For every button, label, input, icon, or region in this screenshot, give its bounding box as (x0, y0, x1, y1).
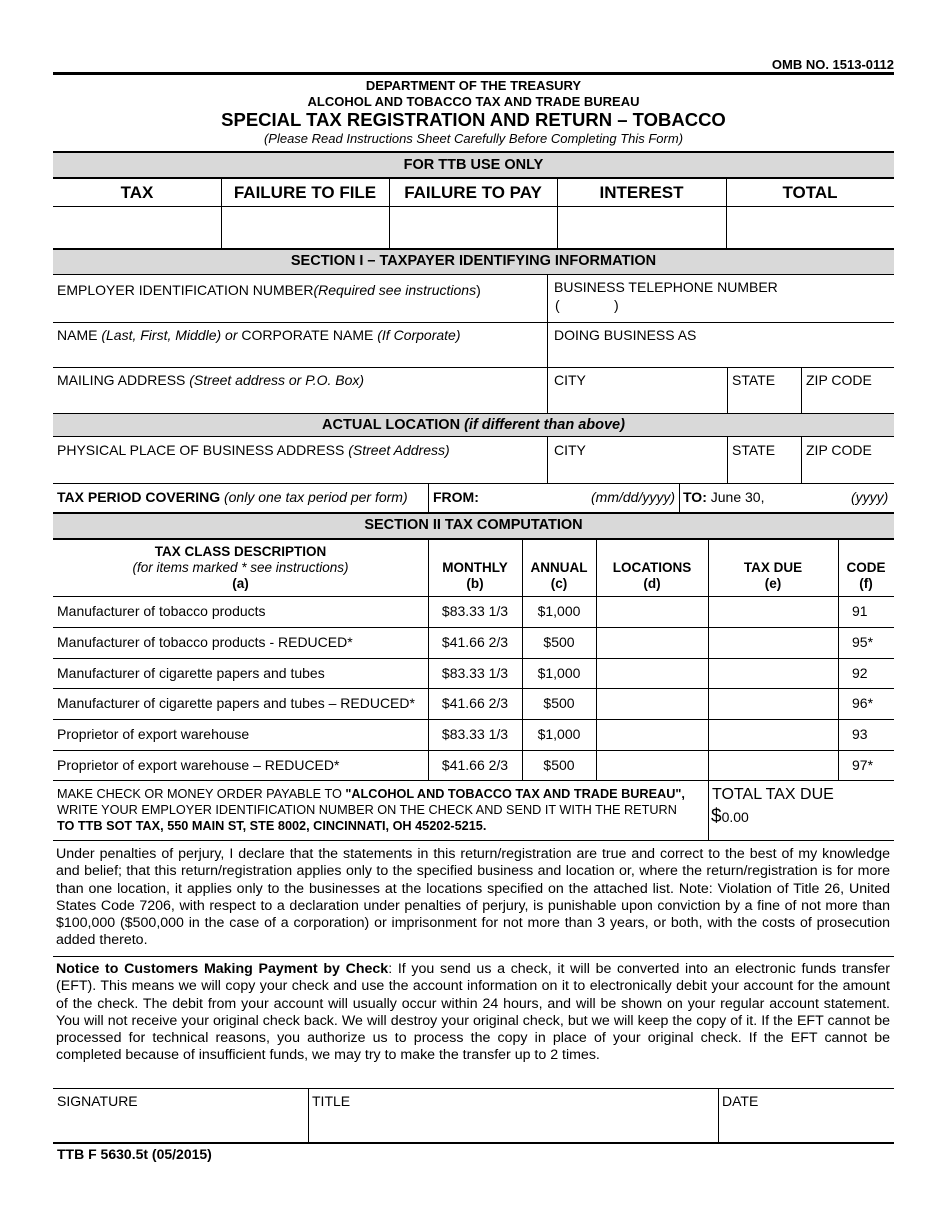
from-date-field[interactable] (482, 486, 587, 509)
ttb-tax-field[interactable] (54, 207, 220, 247)
total-tax-due-value[interactable] (711, 806, 749, 828)
total-tax-due-label: TOTAL TAX DUE (712, 786, 834, 803)
row-description: Manufacturer of cigarette papers and tubes – REDUCED* (57, 695, 415, 711)
col-annual-letter: (c) (550, 576, 568, 591)
actual-location-text: ACTUAL LOCATION (322, 417, 465, 433)
row-locations-field[interactable] (597, 629, 707, 656)
row-code: 93 (852, 726, 868, 742)
name-label (57, 327, 461, 343)
row-description: Proprietor of export warehouse (57, 726, 250, 742)
title-field[interactable] (309, 1111, 717, 1141)
check-notice (56, 961, 890, 1065)
ttb-col-tax: TAX (120, 183, 154, 202)
col-header-locations (596, 560, 708, 592)
row-code: 91 (852, 603, 868, 619)
tax-period-vline-1 (428, 483, 429, 512)
tax-row-divider (53, 780, 894, 781)
payable-instructions (57, 786, 697, 834)
section1-vline-zip-a (801, 367, 802, 413)
col-header-monthly (428, 560, 522, 592)
row-tax-due-field[interactable] (709, 752, 837, 779)
notice-body: : If you send us a check, it will be converted into an electronic funds transfer (EFT). This means we will copy your check and use the account information on it to electronically debit your account for the amount of the check. The debit from your account will usually occur within 24 hours, and will be shown on your regular account statement. You will not receive your original check back. We will destroy your original check, but we will keep the copy of it. If the EFT cannot be processed for technical reasons, you authorize us to process the copy in place of your original check. If the EFT cannot be completed because of insufficient funds, we may try to make the transfer up to 2 times. (56, 961, 891, 1064)
tax-vline-annual (522, 540, 523, 780)
tax-row-divider (53, 719, 894, 720)
row-tax-due-field[interactable] (709, 598, 837, 625)
city-field[interactable] (549, 390, 726, 411)
tax-table-header-rule (53, 596, 894, 597)
top-rule (53, 72, 894, 75)
tax-vline-taxdue (708, 540, 709, 840)
section2-bottom-rule (53, 538, 894, 540)
section2-top-rule (53, 512, 894, 514)
payable-text-1: MAKE CHECK OR MONEY ORDER PAYABLE TO (57, 787, 346, 801)
col-header-annual (522, 560, 596, 592)
total-value: 0.00 (721, 809, 749, 825)
notice-bottom-rule (53, 1088, 894, 1089)
col-taxdue-title: TAX DUE (743, 560, 803, 575)
zip-label: ZIP CODE (806, 372, 872, 388)
row-description: Proprietor of export warehouse – REDUCED* (57, 757, 340, 773)
section1-vline-state-a (727, 367, 728, 413)
signature-bottom-rule (53, 1142, 894, 1144)
row-monthly: $41.66 2/3 (441, 634, 509, 650)
payable-text-2: WRITE YOUR EMPLOYER IDENTIFICATION NUMBER ON THE CHECK AND SEND IT WITH THE RETURN (57, 803, 677, 817)
row-code: 92 (852, 665, 868, 681)
state2-field[interactable] (728, 460, 800, 481)
row-annual: $1,000 (537, 603, 581, 619)
section1-vline-main-a (547, 274, 548, 413)
physical-label-text: PHYSICAL PLACE OF BUSINESS ADDRESS (57, 442, 349, 458)
section2-heading: SECTION II TAX COMPUTATION (364, 517, 583, 533)
payable-bold-2: TO TTB SOT TAX, 550 MAIN ST, STE 8002, CINCINNATI, OH 45202-5215. (57, 819, 487, 833)
row-monthly: $83.33 1/3 (441, 726, 509, 742)
ttb-col-failure-to-file: FAILURE TO FILE (233, 183, 377, 202)
total-currency: $ (711, 806, 722, 827)
row-tax-due-field[interactable] (709, 629, 837, 656)
name-field[interactable] (54, 345, 547, 366)
dba-field[interactable] (549, 345, 893, 366)
row-description: Manufacturer of tobacco products - REDUCED* (57, 634, 353, 650)
ttb-band-top-rule (53, 151, 894, 153)
ttb-col-failure-to-pay: FAILURE TO PAY (404, 183, 542, 202)
mailing-label-text: MAILING ADDRESS (57, 372, 190, 388)
col-monthly-letter: (b) (466, 576, 484, 591)
tax-vline-code (838, 540, 839, 780)
bureau-line: ALCOHOL AND TOBACCO TAX AND TRADE BUREAU (307, 94, 640, 109)
form-title: SPECIAL TAX REGISTRATION AND RETURN – TOBACCO (221, 109, 726, 130)
omb-number: OMB NO. 1513-0112 (771, 57, 894, 72)
signature-field[interactable] (54, 1111, 307, 1141)
actual-location-heading (53, 417, 894, 433)
subtitle-text: (Please Read Instructions Sheet Carefully Before Completing This Form) (263, 131, 684, 146)
zip2-label: ZIP CODE (806, 442, 872, 458)
to-value: June 30, (706, 489, 765, 505)
col-desc-letter: (a) (232, 576, 249, 591)
physical-label-italic: (Street Address) (348, 442, 450, 458)
row-ein-divider (53, 322, 894, 323)
tax-row-divider (53, 658, 894, 659)
phone-close-paren: ) (614, 297, 619, 313)
to-label (683, 489, 764, 505)
zip-field[interactable] (802, 390, 893, 411)
ein-field[interactable] (54, 300, 547, 322)
ein-label (57, 282, 481, 298)
payable-bold-1: "ALCOHOL AND TOBACCO TAX AND TRADE BUREAU", (345, 787, 685, 801)
actual-location-top-rule (53, 413, 894, 414)
col-desc-title: TAX CLASS DESCRIPTION (154, 544, 327, 559)
tax-row-divider (53, 750, 894, 751)
row-monthly: $83.33 1/3 (441, 603, 509, 619)
notice-heading: Notice to Customers Making Payment by Check (56, 961, 389, 977)
col-header-code (838, 560, 894, 592)
zip2-field[interactable] (802, 460, 893, 481)
ttb-total-field[interactable] (727, 207, 893, 247)
ein-label-italic: (Required see instructions (313, 282, 477, 298)
tax-period-label (57, 489, 408, 505)
department-line: DEPARTMENT OF THE TREASURY (365, 78, 582, 93)
ttb-col-interest: INTEREST (599, 183, 684, 202)
mailing-address-field[interactable] (54, 390, 547, 411)
payable-bottom-rule (53, 840, 894, 841)
tax-row-divider (53, 627, 894, 628)
row-monthly: $83.33 1/3 (441, 665, 509, 681)
row-locations-field[interactable] (597, 660, 707, 687)
col-locations-letter: (d) (643, 576, 661, 591)
state-label: STATE (732, 372, 776, 388)
row-tax-due-field[interactable] (709, 721, 837, 748)
row-monthly: $41.66 2/3 (441, 695, 509, 711)
row-locations-field[interactable] (597, 721, 707, 748)
physical-label (57, 442, 450, 458)
col-header-description (53, 544, 428, 592)
name-italic-2: (If Corporate) (377, 327, 461, 343)
row-name-divider (53, 367, 894, 368)
col-taxdue-letter: (e) (764, 576, 782, 591)
tax-vline-locations (596, 540, 597, 780)
col-locations-title: LOCATIONS (612, 560, 692, 575)
phone-open-paren: ( (555, 297, 560, 313)
tax-period-vline-2 (679, 483, 680, 512)
tax-period-label-bold: TAX PERIOD COVERING (57, 489, 221, 505)
section1-heading: SECTION I – TAXPAYER IDENTIFYING INFORMATION (290, 253, 657, 269)
mailing-label (57, 372, 364, 388)
phone-field[interactable] (566, 296, 886, 320)
to-format: (yyyy) (851, 489, 889, 505)
tax-period-italic: (only one tax period per form) (220, 489, 408, 505)
row-locations-field[interactable] (597, 690, 707, 717)
state2-label: STATE (732, 442, 776, 458)
perjury-declaration: Under penalties of perjury, I declare that the statements in this return/registration are true and correct to the best of my knowledge and belief; that this return/registration applies only to the specified business and location or, where the return/registration is for more than one location, it applies only to the businesses at the locations specified on the attached list. Note: Violation of Title 26, United States Code 7206, with respect to a declaration under penalties of perjury, is punishable upon conviction by a fine of not more than $100,000 ($500,000 in the case of a corporation) or imprisonment for not more than 3 years, or both, with the costs of prosecution added thereto. (56, 846, 890, 949)
col-annual-title: ANNUAL (530, 560, 588, 575)
row-tax-due-field[interactable] (709, 690, 837, 717)
form-subtitle (53, 131, 894, 146)
actual-location-italic: (if different than above) (464, 417, 625, 433)
date-label: DATE (722, 1093, 759, 1109)
ttb-failure-to-file-field[interactable] (222, 207, 388, 247)
col-code-title: CODE (846, 560, 886, 575)
ttb-band-bottom-rule (53, 177, 894, 179)
city2-field[interactable] (549, 460, 726, 481)
form-number: TTB F 5630.5t (05/2015) (57, 1146, 212, 1162)
city2-label: CITY (554, 442, 586, 458)
row-description: Manufacturer of cigarette papers and tubes (57, 665, 325, 681)
mailing-label-italic: (Street address or P.O. Box) (189, 372, 365, 388)
col-code-letter: (f) (859, 576, 873, 591)
tax-vline-monthly (428, 540, 429, 780)
signature-label: SIGNATURE (57, 1093, 138, 1109)
section1-vline-main-b (547, 436, 548, 483)
actual-location-bottom-rule (53, 436, 894, 437)
row-tax-due-field[interactable] (709, 660, 837, 687)
row-code: 97* (852, 757, 874, 773)
tax-row-divider (53, 688, 894, 689)
ein-label-text: EMPLOYER IDENTIFICATION NUMBER (57, 282, 314, 298)
from-label: FROM: (433, 489, 479, 505)
row-annual: $500 (543, 634, 575, 650)
row-annual: $500 (543, 757, 575, 773)
section1-bottom-rule (53, 274, 894, 275)
col-desc-sub: (for items marked * see instructions) (132, 560, 349, 575)
row-annual: $1,000 (537, 665, 581, 681)
name-label-2: CORPORATE NAME (241, 327, 378, 343)
physical-address-field[interactable] (54, 460, 547, 481)
name-label-1: NAME (57, 327, 102, 343)
row-locations-field[interactable] (597, 598, 707, 625)
row-annual: $1,000 (537, 726, 581, 742)
to-label-bold: TO: (683, 489, 707, 505)
perjury-bottom-rule (53, 956, 894, 957)
row-annual: $500 (543, 695, 575, 711)
date-field[interactable] (719, 1111, 893, 1141)
state-field[interactable] (728, 390, 800, 411)
ttb-failure-to-pay-field[interactable] (390, 207, 556, 247)
to-year-field[interactable] (770, 486, 848, 509)
row-physical-divider (53, 483, 894, 484)
row-code: 95* (852, 634, 874, 650)
section1-vline-zip-b (801, 436, 802, 483)
dba-label: DOING BUSINESS AS (554, 327, 697, 343)
section1-vline-state-b (727, 436, 728, 483)
row-description: Manufacturer of tobacco products (57, 603, 266, 619)
section1-top-rule (53, 248, 894, 250)
ttb-interest-field[interactable] (558, 207, 725, 247)
ttb-use-heading: FOR TTB USE ONLY (403, 157, 544, 173)
row-locations-field[interactable] (597, 752, 707, 779)
from-format: (mm/dd/yyyy) (591, 489, 675, 505)
city-label: CITY (554, 372, 586, 388)
title-label: TITLE (312, 1093, 351, 1109)
name-italic-1: (Last, First, Middle) or (101, 327, 242, 343)
ein-label-close: ) (476, 282, 481, 298)
ttb-col-total: TOTAL (782, 183, 838, 202)
col-header-tax-due (708, 560, 838, 592)
row-monthly: $41.66 2/3 (441, 757, 509, 773)
phone-label: BUSINESS TELEPHONE NUMBER (554, 279, 778, 295)
row-code: 96* (852, 695, 874, 711)
col-monthly-title: MONTHLY (442, 560, 508, 575)
